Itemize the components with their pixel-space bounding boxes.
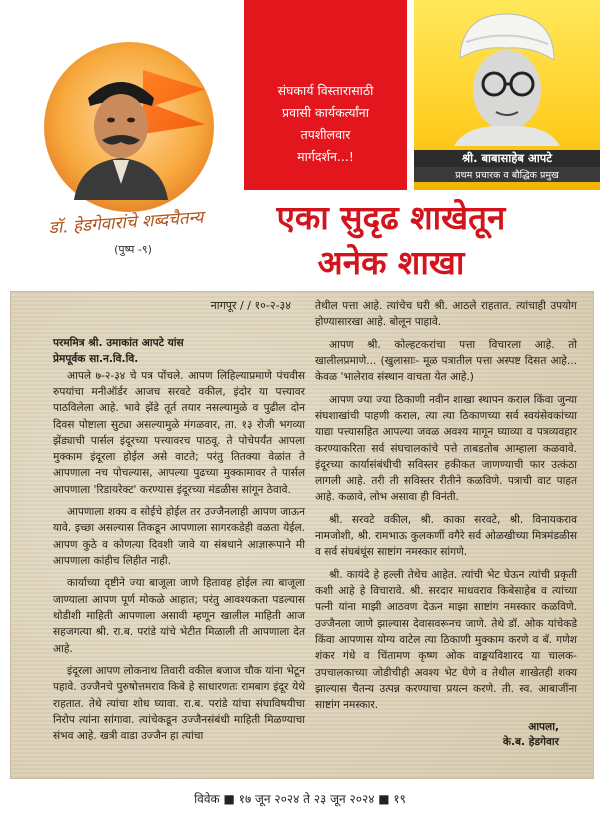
portrait-photo [436, 6, 576, 146]
letter-greeting: प्रेमपूर्वक सा.न.वि.वि. [53, 353, 139, 366]
emblem [18, 42, 223, 257]
headline-line-2: अनेक शाखा [317, 242, 465, 282]
promo-line: प्रवासी कार्यकर्त्यांना [282, 104, 369, 120]
emblem-title: डॉ. हेडगेवारांचे शब्दचैतन्य [48, 207, 205, 239]
emblem-subtitle: (पुष्प -९) [114, 243, 152, 256]
letter-paragraph: कार्याच्या दृष्टीने ज्या बाजूला जाणे हितावह होईल त्या बाजूला जाण्याला आपण पूर्ण मोकळे आहात; परंतु आवश्यकता पडल्यास थोडीशी माहिती आपणाला असावी म्हणून खालील माहिती आज सहजगत्या श्री. रा.ब. परांडे यांचे भेटीत मिळाली ती आपणाला देत आहे. [53, 577, 305, 655]
letter-paragraph: तेथील पत्ता आहे. त्यांचेच घरी श्री. आठले राहतात. त्यांचाही उपयोग होण्यासारखा आहे. बोलून पाहावे. [315, 300, 577, 329]
letter-closing: आपला, [528, 720, 559, 733]
letter-column-right [315, 298, 577, 751]
photo-role: प्रथम प्रचारक व बौद्धिक प्रमुख [414, 167, 600, 182]
letter-addressee: परममित्र श्री. उमाकांत आपटे यांस [53, 336, 184, 349]
headline [226, 196, 556, 285]
promo-line: संघकार्य विस्तारासाठी [277, 83, 374, 98]
promo-box [244, 0, 407, 190]
letter-signature: के.ब. हेडगेवार [502, 736, 559, 749]
photo-caption [414, 150, 600, 182]
headline-line-1: एका सुदृढ शाखेतून [276, 198, 506, 237]
letter-dateline: नागपूर / / १०-२-३४ [210, 299, 291, 312]
photo-card [414, 0, 600, 190]
letter-paragraph: आपले ७-२-३४ चे पत्र पोंचले. आपण लिहिल्याप्रमाणे पंचवीस रुपयांचा मनीऑर्डर आजच सरवटे वकील, इंदोर या पत्त्यावर पाठविलेला आहे. भावे झेंडे तूर्त तयार नसल्यामुळे व पुढील दोन दिवस पोष्टाला सुट्या असल्यामुळे मंगळवार, ता. १३ रोजी भगव्या झेंड्याची पार्सल इंदूरच्या पत्त्यावरच पाठवू. ते पोचेपर्यंत आपला मुक्काम इंदूरला होईल असे वाटते; परंतु तितक्या वेळांत ते आपणाला नच पोचल्यास, आपल्या पुढच्या मुक्कामावर ते पार्सल आपणाला 'रिडायरेक्ट' करण्यास इंदूरच्या मंडळीस सांगून ठेवावे. [53, 369, 305, 496]
portrait-illustration [66, 60, 176, 200]
letter-signoff [315, 720, 577, 752]
promo-line: मार्गदर्शन...! [297, 148, 354, 164]
letter-paragraph: आपणाला शक्य व सोईचे होईल तर उज्जैनलाही आपण जाऊन यावे. इच्छा असल्यास तिकडून आपणाला सागरकडेही वळता येईल. आपण कुठे व कोणत्या दिवशी जावे या संबधाने आज्ञारूपाने मी आपणाला कांहीच लिहीत नाही. [53, 506, 305, 567]
letter-panel [10, 291, 594, 779]
letter-paragraph: श्री. कायंदे हे हल्ली तेथेच आहेत. त्यांची भेट घेऊन त्यांची प्रकृती कशी आहे हे विचारावे. श्री. सरदार माधवराव किबेसाहेब व त्यांच्या पत्नी यांना माझी आठवण देऊन माझा साष्टांग नमस्कार कळविणे. उज्जैनला जाणे झाल्यास देवासवरूनच जाणे. तेथे डॉ. ओक यांचेकडे किंवा आपणास योग्य वाटेल त्या ठिकाणी मुक्काम करणे व बॅ. गणेश शंकर गंधे व चिंतामण कृष्ण ओक वाङ्मयविशारद या चालक-उपचालकाच्या जोडीचीही अवश्य भेट घेणे व तेथील शाखेतही शक्य झाल्यास चैतन्य उत्पन्न करण्याचा प्रयत्न करणे. ती. स्व. आबाजींना साष्टांग नमस्कार. [315, 568, 577, 712]
letter-column-left [53, 298, 305, 750]
promo-line: तपशीलवार [300, 126, 351, 142]
letter-paragraph: श्री. सरवटे वकील, श्री. काका सरवटे, श्री. विनायकराव नामजोशी, श्री. रामभाऊ कुलकर्णी वगैरे सर्व ओळखीच्या मित्रमंडळीस व सर्व संघबंधूंस साष्टांग नमस्कार सांगणे. [315, 513, 577, 559]
letter-paragraph: आपण ज्या ज्या ठिकाणी नवीन शाखा स्थापन कराल किंवा जुन्या संघशाखांची पाहणी कराल, त्या त्या ठिकाणच्या सर्व स्वयंसेवकांच्या याद्या पत्त्यासहित आपल्या जवळ अवश्य मागून घ्याव्या व पत्रव्यवहार करण्याकरिता सर्व संघचालकांचे पत्ते ताबडतोब आम्हाला कळवावे. इंदूरच्या कार्यासंबंधीची सविस्तर हकीकत जाणण्याची फार उत्कंठा लागली आहे. तरी ती सविस्तर रीतीने कळविणे. पत्राची वाट पाहत आहे. कळावे, लोभ असावा ही विनंती. [315, 393, 577, 504]
page-footer: विवेक ■ १७ जून २०२४ ते २३ जून २०२४ ■ १९ [194, 792, 406, 806]
letter-paragraph: इंदूरला आपण लोकनाथ तिवारी वकील बजाज चौक यांना भेटून पहावे. उज्जैनचे पुरुषोत्तमराव किबे हे साधारणतः रामबाग इंदूर येथे राहतात. तेथे त्यांचा शोध घ्यावा. रा.ब. परांडे यांचा संघाविषयीचा निरोप त्यांना सांगावा. त्यांचेकडून उज्जैनसंबंधी माहिती मिळण्याचा संभव आहे. खत्री वाडा उज्जैन हा त्यांचा [53, 664, 305, 743]
photo-name: श्री. बाबासाहेब आपटे [414, 150, 600, 167]
letter-paragraph: आपण श्री. कोल्हटकरांचा पत्ता विचारला आहे. तो खालीलप्रमाणे... (खुलासाः- मूळ पत्रातील पत्ता अस्पष्ट दिसत आहे... केवळ 'भालेराव संस्थान वाचता येत आहे.) [315, 338, 577, 384]
